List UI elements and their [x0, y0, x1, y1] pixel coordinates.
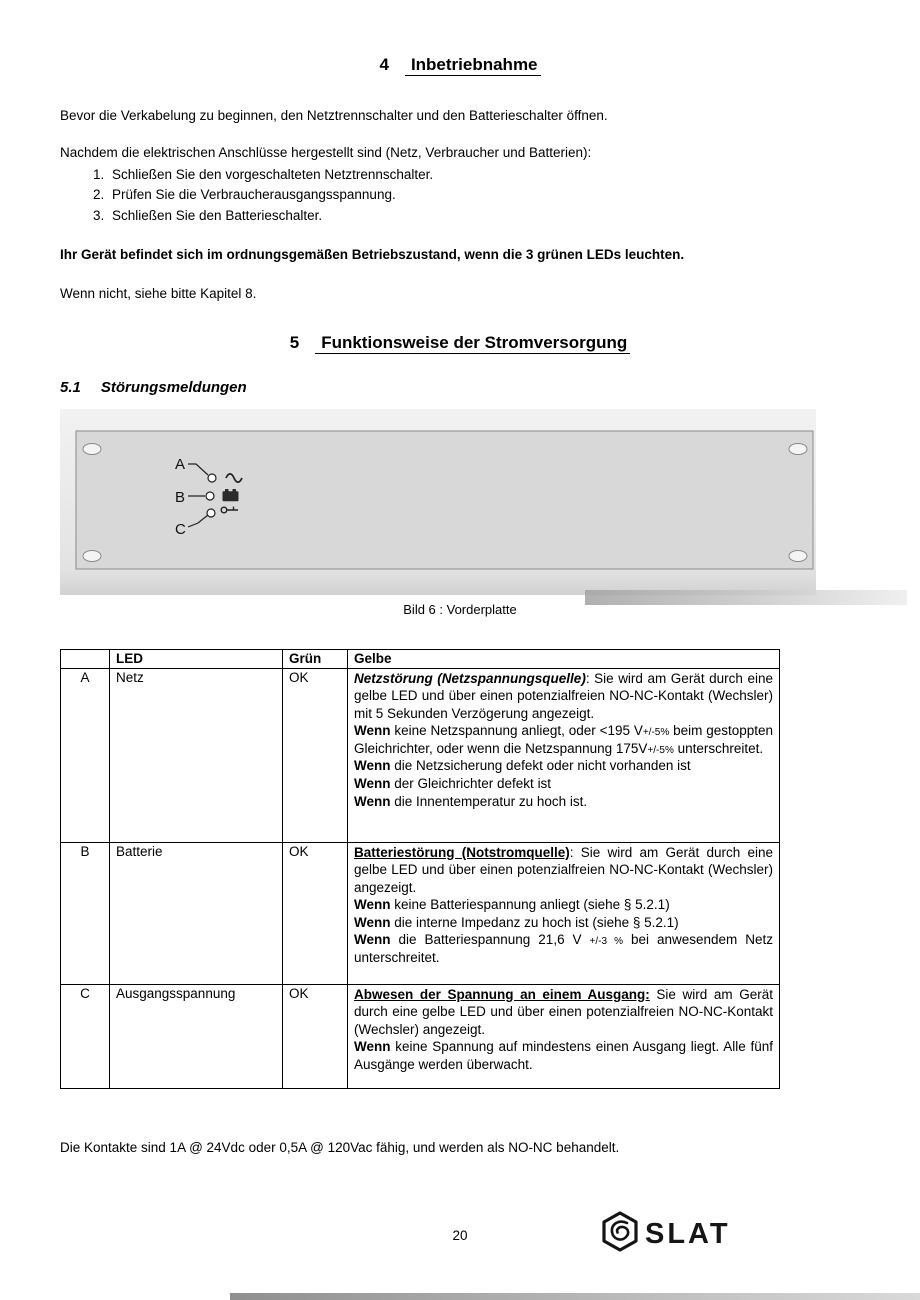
yellow-description — [348, 668, 780, 842]
list-item: 2. Prüfen Sie die Verbraucherausgangsspannung. — [108, 186, 860, 204]
desc-paragraph: Netzstörung (Netzspannungsquelle): Sie wird am Gerät durch eine gelbe LED und über einen potenzialfreien NO-NC-Kontakt (Wechsler) mit 5 Sekunden Verzögerung angezeigt. — [354, 670, 773, 721]
led-batterie — [206, 492, 214, 500]
section-5-1-title: Störungsmeldungen — [100, 378, 247, 396]
section-4-title: Inbetriebnahme — [405, 55, 541, 76]
led-name: Ausgangsspannung — [110, 984, 283, 1088]
battery-terminal-icon — [233, 489, 237, 492]
label-b: B — [175, 488, 186, 506]
led-status-table — [60, 649, 780, 1089]
scan-artifact-bottom — [230, 1293, 920, 1300]
list-item: 3. Schließen Sie den Batterieschalter. — [108, 207, 860, 225]
led-name: Batterie — [110, 842, 283, 984]
section-5-title: Funktionsweise der Stromversorgung — [315, 333, 630, 354]
screw-bottom-left — [83, 550, 101, 561]
battery-icon — [223, 491, 239, 501]
table-header-gruen: Grün — [283, 649, 348, 668]
desc-paragraph: Wenn die Netzsicherung defekt oder nicht vorhanden ist — [354, 758, 691, 774]
section-5-heading — [60, 303, 860, 353]
desc-paragraph: Wenn keine Batteriespannung anliegt (siehe § 5.2.1) — [354, 897, 670, 913]
label-a: A — [175, 455, 186, 473]
screw-top-right — [789, 443, 807, 454]
section-4-heading — [60, 0, 860, 75]
label-c: C — [175, 520, 186, 538]
yellow-description — [348, 984, 780, 1088]
intro-paragraph: Bevor die Verkabelung zu beginnen, den Netztrennschalter und den Batterieschalter öffnen. — [60, 108, 608, 123]
logo-hexagon — [604, 1213, 636, 1250]
table-header-led: LED — [110, 649, 283, 668]
section-4-number: 4 — [379, 55, 389, 74]
green-status: OK — [283, 842, 348, 984]
screw-bottom-right — [789, 550, 807, 561]
panel-face — [76, 431, 813, 569]
led-ausgang — [207, 509, 215, 517]
green-status: OK — [283, 668, 348, 842]
screw-top-left — [83, 443, 101, 454]
desc-paragraph: Batteriestörung (Notstromquelle): Sie wird am Gerät durch eine gelbe LED und über einen potenzialfreien NO-NC-Kontakt (Wechsler) angezeigt. — [354, 844, 773, 895]
row-id: A — [61, 668, 110, 842]
led-name: Netz — [110, 668, 283, 842]
table-row-ausgangsspannung — [61, 984, 780, 1088]
scan-artifact-strip — [585, 590, 907, 605]
desc-paragraph: Wenn die Batteriespannung 21,6 V +/-3 % bei anwesendem Netz unterschreitet. — [354, 932, 773, 965]
section-5-number: 5 — [289, 332, 300, 352]
slat-logo — [598, 1210, 748, 1265]
desc-paragraph: Wenn der Gleichrichter defekt ist — [354, 775, 552, 791]
led-netz — [208, 474, 216, 482]
front-panel-figure — [60, 406, 860, 596]
table-row-netz — [61, 668, 780, 842]
front-panel-image — [60, 406, 860, 596]
yellow-description — [348, 842, 780, 984]
list-item: 1. Schließen Sie den vorgeschalteten Netztrennschalter. — [108, 166, 860, 184]
chapter-reference: Wenn nicht, siehe bitte Kapitel 8. — [60, 286, 257, 302]
table-row-batterie — [61, 842, 780, 984]
logo-wordmark: SLAT — [645, 1218, 731, 1250]
section-5-1-number: 5.1 — [60, 378, 81, 396]
setup-steps-list — [60, 166, 860, 225]
row-id: B — [61, 842, 110, 984]
slat-logo-image — [598, 1210, 748, 1260]
battery-terminal-icon — [225, 489, 229, 492]
desc-paragraph: Wenn keine Spannung auf mindestens einen Ausgang liegt. Alle fünf Ausgänge werden überwacht. — [354, 1039, 773, 1072]
section-5-1-heading — [60, 379, 860, 396]
desc-paragraph: Wenn keine Netzspannung anliegt, oder <195 V+/-5% beim gestoppten Gleichrichter, oder wenn die Netzspannung 175V+/-5% unterschreitet. — [354, 723, 773, 756]
status-note: Ihr Gerät befindet sich im ordnungsgemäßen Betriebszustand, wenn die 3 grünen LEDs leuchten. — [60, 247, 685, 263]
steps-intro-paragraph: Nachdem die elektrischen Anschlüsse hergestellt sind (Netz, Verbraucher und Batterien): — [60, 145, 592, 161]
figure-caption: Bild 6 : Vorderplatte — [403, 601, 517, 617]
desc-paragraph: Wenn die Innentemperatur zu hoch ist. — [354, 793, 588, 809]
row-id: C — [61, 984, 110, 1088]
logo-swirl — [612, 1222, 628, 1240]
desc-paragraph: Wenn die interne Impedanz zu hoch ist (siehe § 5.2.1) — [354, 914, 679, 930]
page-number: 20 — [452, 1228, 468, 1243]
table-header-row — [61, 649, 780, 668]
table-header-gelbe: Gelbe — [348, 649, 780, 668]
contacts-rating-note: Die Kontakte sind 1A @ 24Vdc oder 0,5A @ 120Vac fähig, und werden als NO-NC behandelt. — [60, 1139, 620, 1155]
table-header-blank — [61, 649, 110, 668]
desc-paragraph: Abwesen der Spannung an einem Ausgang: Sie wird am Gerät durch eine gelbe LED und über einen potenzialfreien NO-NC-Kontakt (Wechsler) angezeigt. — [354, 986, 773, 1037]
green-status: OK — [283, 984, 348, 1088]
